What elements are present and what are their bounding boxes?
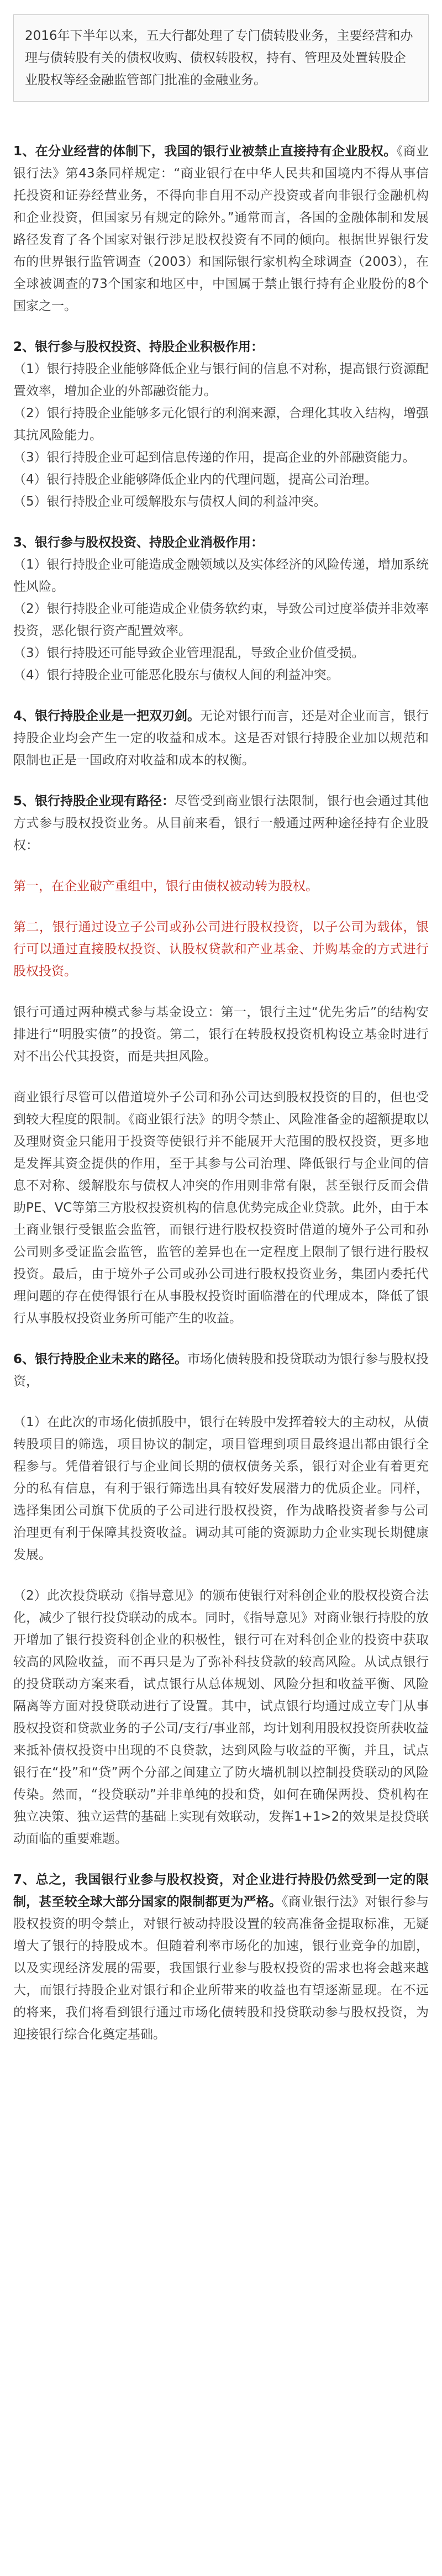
section-2-item: （1）银行持股企业能够降低企业与银行间的信息不对称，提高银行资源配置效率，增加企业的外部融资能力。	[13, 362, 429, 398]
section-6-body: 市场化债转股和投贷联动为银行参与股权投资，	[13, 1352, 429, 1389]
section-3-item: （1）银行持股企业可能造成金融领域以及实体经济的风险传递，增加系统性风险。	[13, 558, 429, 594]
section-4-heading: 4、银行持股企业是一把双刃剑。	[13, 709, 201, 723]
section-4	[13, 705, 429, 771]
section-1-body: 《商业银行法》第43条同样规定：“商业银行在中华人民共和国境内不得从事信托投资和证券经营业务，不得向非自用不动产投资或者向非银行金融机构和企业投资，但国家另有规定的除外。”通常而言，各国的金融体制和发展路径发育了各个国家对银行涉足股权投资有不同的倾向。根据世界银行发布的世界银行监管调查（2003）和国际银行家机构全球调查（2003），在全球被调查的73个国家和地区中，中国属于禁止银行持有企业股份的8个国家之一。	[13, 144, 429, 313]
section-2-item: （2）银行持股企业能够多元化银行的利润来源，合理化其收入结构，增强其抗风险能力。	[13, 406, 429, 443]
section-3-item: （2）银行持股企业可能造成企业债务软约束，导致公司过度举债并非效率投资，恶化银行资产配置效率。	[13, 602, 429, 638]
section-6-heading: 6、银行持股企业未来的路径。	[13, 1352, 188, 1366]
section-3-item: （4）银行持股企业可能恶化股东与债权人间的利益冲突。	[13, 668, 339, 682]
section-6-paragraph: （2）此次投贷联动《指导意见》的颁布使银行对科创企业的股权投资合法化，减少了银行投贷联动的成本。同时，《指导意见》对商业银行持股的放开增加了银行投资科创企业的积极性，银行可在对科创企业的投资中获取较高的风险收益，而不再只是为了弥补科技贷款的较高风险。从试点银行的投贷联动方案来看，试点银行从总体规划、风险分担和收益平衡、风险隔离等方面对投贷联动进行了设置。其中，试点银行均通过成立专门从事股权投资和贷款业务的子公司/支行/事业部，均计划利用股权投资所获收益来抵补债权投资中出现的不良贷款，达到风险与收益的平衡，并且，试点银行在“投”和“贷”两个分部之间建立了防火墙机制以控制投贷联动的风险传染。然而，“投贷联动”并非单纯的投和贷，如何在确保两投、贷机构在独立决策、独立运营的基础上实现有效联动，发挥1+1>2的效果是投贷联动面临的重要难题。	[13, 1589, 429, 1846]
section-4-body: 无论对银行而言，还是对企业而言，银行持股企业均会产生一定的收益和成本。这是否对银行持股企业加以规范和限制也正是一国政府对收益和成本的权衡。	[13, 709, 429, 767]
article-body	[0, 140, 442, 2046]
section-2-item: （5）银行持股企业可缓解股东与债权人间的利益冲突。	[13, 495, 327, 509]
section-2-heading: 2、银行参与股权投资、持股企业积极作用：	[13, 340, 264, 354]
section-7	[13, 1869, 429, 2046]
section-5-body: 尽管受到商业银行法限制，银行也会通过其他方式参与股权投资业务。从目前来看，银行一般通过两种途径持有企业股权：	[13, 794, 429, 853]
section-5-paragraph: 银行可通过两种模式参与基金设立：第一，银行主过“优先劣后”的结构安排进行“明股实债”的投资。第二，银行在转股权投资机构设立基金时进行对不出公代其投资，而是共担风险。	[13, 1005, 429, 1064]
section-3-heading: 3、银行参与股权投资、持股企业消极作用：	[13, 535, 264, 550]
section-3	[13, 532, 429, 686]
section-5-path-one: 第一，在企业破产重组中，银行由债权被动转为股权。	[13, 879, 318, 893]
section-2-item: （3）银行持股企业可起到信息传递的作用，提高企业的外部融资能力。	[13, 450, 415, 465]
article-page	[0, 14, 442, 2576]
section-1	[13, 140, 429, 317]
section-1-heading: 1、在分业经营的体制下，我国的银行业被禁止直接持有企业股权。	[13, 144, 397, 159]
section-5	[13, 790, 429, 856]
section-2-item: （4）银行持股企业能够降低企业内的代理问题，提高公司治理。	[13, 472, 377, 487]
section-5-path-two: 第二，银行通过设立子公司或孙公司进行股权投资，以子公司为载体，银行可以通过直接股权投资、认股权贷款和产业基金、并购基金的方式进行股权投资。	[13, 920, 429, 979]
section-2	[13, 336, 429, 513]
section-5-paragraph: 商业银行尽管可以借道境外子公司和孙公司达到股权投资的目的，但也受到较大程度的限制。《商业银行法》的明令禁止、风险准备金的超额提取以及理财资金只能用于投资等使银行并不能展开大范围的股权投资，更多地是发挥其资金提供的作用，至于其参与公司治理、降低银行与企业间的信息不对称、缓解股东与债权人冲突的作用则非常有限，甚至银行反而会借助PE、VC等第三方股权投资机构的信息优势完成企业贷款。此外，由于本土商业银行受银监会监管，而银行进行股权投资时借道的境外子公司和孙公司则多受证监会监管，监管的差异也在一定程度上限制了银行进行股权投资。最后，由于境外子公司或孙公司进行股权投资业务，集团内委托代理问题的存在使得银行在从事股权投资时面临潜在的代理成本，降低了银行从事股权投资业务所可能产生的收益。	[13, 1090, 429, 1326]
intro-summary-box	[13, 14, 429, 102]
section-3-item: （3）银行持股还可能导致企业管理混乱，导致企业价值受损。	[13, 646, 365, 660]
section-6	[13, 1348, 429, 1392]
section-6-paragraph: （1）在此次的市场化债抓股中，银行在转股中发挥着较大的主动权，从债转股项目的筛选，项目协议的制定，项目管理到项目最终退出都由银行全程参与。凭借着银行与企业间长期的债权债务关系，银行对企业有着更充分的私有信息，有利于银行筛选出具有较好发展潜力的优质企业。同样，选择集团公司旗下优质的子公司进行股权投资，作为战略投资者参与公司治理更有利于保障其投资收益。调动其可能的资源助力企业实现长期健康发展。	[13, 1415, 429, 1562]
section-7-body: 《商业银行法》对银行参与股权投资的明令禁止，对银行被动持股设置的较高准备金提取标准，无疑增大了银行的持股成本。但随着利率市场化的加速，银行业竞争的加剧，以及实现经济发展的需要，我国银行业参与股权投资的需求也将会越来越大，而银行持股企业对银行和企业所带来的收益也有望逐渐显现。在不远的将来，我们将看到银行通过市场化债转股和投贷联动参与股权投资，为迎接银行综合化奠定基础。	[13, 1895, 429, 2042]
section-5-heading: 5、银行持股企业现有路径：	[13, 794, 175, 808]
section-7-heading: 7、总之，我国银行业参与股权投资，对企业进行持股仍然受到一定的限制，甚至较全球大部分国家的限制都更为严格。	[13, 1873, 429, 1909]
intro-text: 2016年下半年以来，五大行都处理了专门债转股业务，主要经营和办理与债转股有关的债权收购、债权转股权，持有、管理及处置转股企业股权等经金融监管部门批准的金融业务。	[25, 29, 413, 87]
